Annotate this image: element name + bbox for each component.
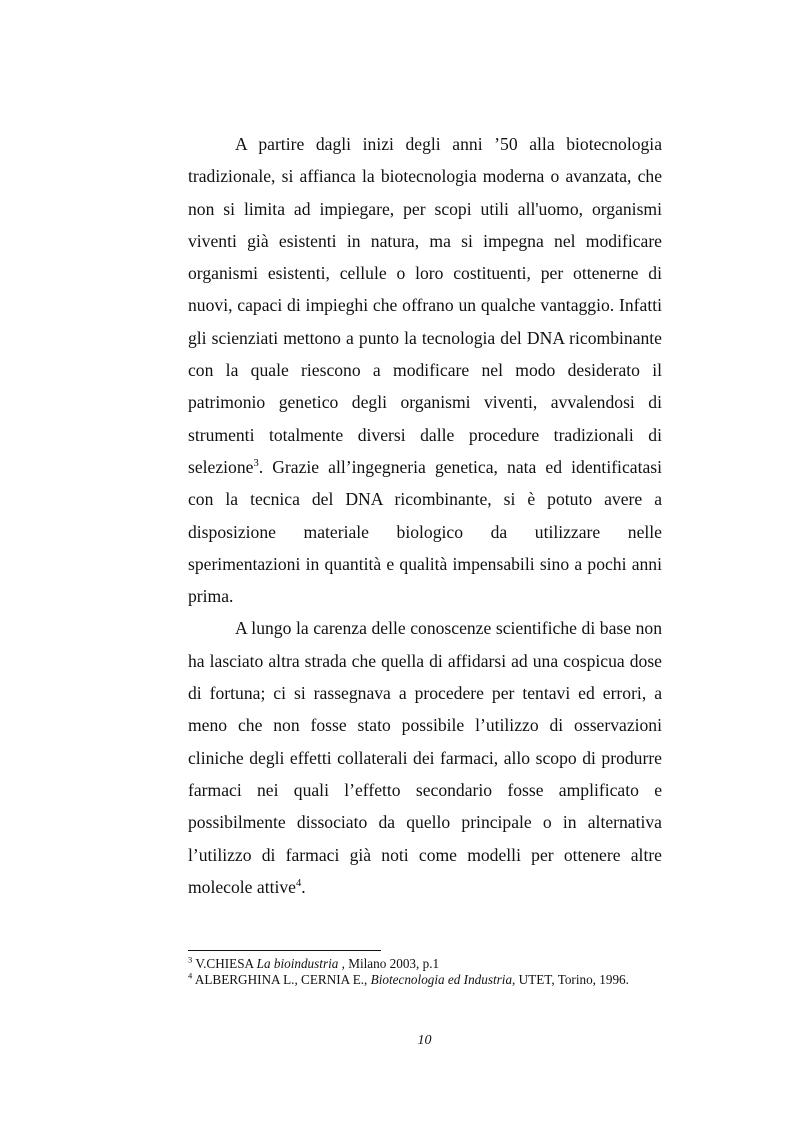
paragraph-1-text: A partire dagli inizi degli anni ’50 alla biotecnologia tradizionale, si affianca la biotecnologia moderna o avanzata, che non si limita ad impiegare, per scopi utili all'uomo, organismi viventi già esistenti in natura, ma si impegna nel modificare organismi esistenti, cellule o loro costituenti, per ottenerne di nuovi, capaci di impieghi che offrano un qualche vantaggio. Infatti gli scienziati mettono a punto la tecnologia del DNA ricombinante con la quale riescono a modificare nel modo desiderato il patrimonio genetico degli organismi viventi, avvalendosi di strumenti totalmente diversi dalle procedure tradizionali di selezione bbox=[188, 134, 662, 477]
page-number: 10 bbox=[417, 1033, 432, 1048]
paragraph-1-text-continued: . Grazie all’ingegneria genetica, nata ed identificatasi con la tecnica del DNA ricombinante, si è potuto avere a disposizione materiale biologico da utilizzare nelle sperimentazioni in quantità e qualità impensabili sino a pochi anni prima. bbox=[188, 456, 662, 607]
footnote-author: ALBERGHINA L., CERNIA E., bbox=[194, 971, 368, 987]
paragraph-2-text: A lungo la carenza delle conoscenze scientifiche di base non ha lasciato altra strada che quella di affidarsi ad una cospicua dose di fortuna; ci si rassegnava a procedere per tentavi ed errori, a meno che non fosse stato possibile l’utilizzo di osservazioni cliniche degli effetti collaterali dei farmaci, allo scopo di produrre farmaci nei quali l’effetto secondario fosse amplificato e possibilmente dissociato da quello principale o in alternativa l’utilizzo di farmaci già noti come modelli per ottenere altre molecole attive bbox=[188, 618, 662, 897]
footnote-number: 3 bbox=[188, 954, 193, 965]
paragraph-2 bbox=[188, 612, 662, 903]
paragraph-1 bbox=[188, 128, 662, 612]
footnote-title: Biotecnologia ed Industria bbox=[370, 971, 513, 987]
footnote-separator bbox=[188, 950, 381, 951]
footnote-4 bbox=[188, 972, 662, 988]
footnote-details: , Milano 2003, p.1 bbox=[338, 956, 440, 971]
footnote-title: La bioindustria bbox=[256, 956, 339, 971]
paragraph-2-text-continued: . bbox=[301, 876, 306, 897]
footnote-author: V.CHIESA bbox=[195, 956, 254, 971]
footnotes bbox=[188, 956, 662, 987]
footnote-number: 4 bbox=[188, 970, 193, 981]
footnote-ref-4[interactable]: 4 bbox=[295, 877, 302, 889]
footnote-details: , UTET, Torino, 1996. bbox=[512, 971, 629, 987]
footnote-ref-3[interactable]: 3 bbox=[253, 458, 259, 470]
body-text bbox=[188, 128, 662, 903]
footnote-3 bbox=[188, 956, 662, 972]
